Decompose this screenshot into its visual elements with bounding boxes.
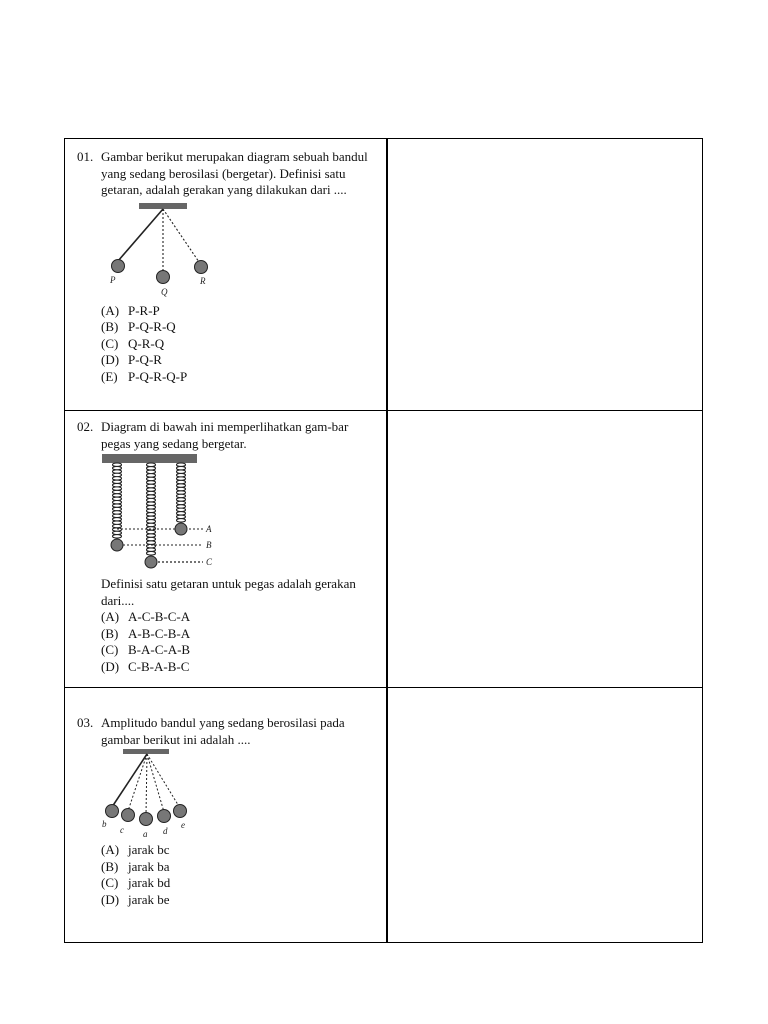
- label-q: Q: [161, 286, 168, 297]
- label-r: R: [200, 275, 206, 286]
- option-c: (C) Q-R-Q: [101, 335, 165, 351]
- mass-b: [111, 539, 123, 551]
- question-table: [64, 138, 703, 943]
- string-a: [146, 754, 147, 815]
- pendulum-diagram: [77, 199, 377, 303]
- label-e: e: [181, 820, 185, 830]
- label-p: P: [110, 274, 116, 285]
- question-1: [77, 149, 377, 385]
- label-b: B: [206, 540, 212, 550]
- option-b: (B) P-Q-R-Q: [101, 319, 176, 334]
- question-text: Amplitudo bandul yang sedang berosilasi pada gambar berikut ini adalah ....: [101, 715, 345, 747]
- option-list: [77, 303, 377, 386]
- question-number: 03.: [77, 715, 94, 730]
- row-divider-1: [65, 410, 702, 411]
- bob-c: [122, 809, 135, 822]
- option-e: (E) P-Q-R-Q-P: [101, 368, 188, 384]
- option-c: (C) jarak bd: [101, 875, 171, 890]
- bob-e: [174, 805, 187, 818]
- option-b: (B) jarak ba: [101, 858, 170, 874]
- bob-d: [158, 810, 171, 823]
- label-a: A: [206, 524, 212, 534]
- option-list: [77, 842, 377, 908]
- option-a: (A) P-R-P: [101, 302, 160, 318]
- question-text: Diagram di bawah ini memperlihatkan gam-bar pegas yang sedang bergetar.: [101, 419, 349, 451]
- spring-diagram: [77, 452, 377, 576]
- row-divider-2: [65, 687, 702, 688]
- spring-a: [177, 463, 186, 522]
- option-c: (C) B-A-C-A-B: [101, 642, 191, 657]
- question-text-2: Definisi satu getaran untuk pegas adalah gerakan dari....: [101, 576, 356, 608]
- option-a: (A) A-C-B-C-A: [101, 609, 191, 624]
- string-e: [147, 754, 180, 808]
- string-p: [118, 209, 163, 261]
- mass-a: [175, 523, 187, 535]
- question-number: 01.: [77, 149, 94, 164]
- label-d: d: [163, 826, 168, 836]
- question-2: [77, 419, 377, 675]
- option-a: (A) jarak bc: [101, 842, 170, 857]
- bob-r: [195, 260, 208, 273]
- string-c: [128, 754, 147, 811]
- bob-q: [157, 270, 170, 283]
- spring-c: [147, 463, 156, 555]
- question-text: Gambar berikut merupakan diagram sebuah bandul yang sedang berosilasi (bergetar). Definisi satu getaran, adalah gerakan yang dilakukan dari ....: [101, 149, 368, 197]
- option-list: [77, 609, 377, 675]
- spring-support: [102, 454, 197, 463]
- pendulum-support: [123, 749, 169, 754]
- string-b: [112, 754, 147, 807]
- label-a: a: [143, 829, 148, 839]
- label-c: c: [120, 825, 124, 835]
- mass-c: [145, 556, 157, 568]
- option-d: (D) P-Q-R: [101, 352, 162, 367]
- bob-p: [112, 259, 125, 272]
- option-b: (B) A-B-C-B-A: [101, 625, 191, 641]
- column-divider: [386, 139, 388, 942]
- string-d: [147, 754, 164, 812]
- pendulum-diagram-2: [77, 748, 377, 842]
- question-number: 02.: [77, 419, 94, 434]
- label-c: C: [206, 557, 213, 567]
- option-d: (D) C-B-A-B-C: [101, 658, 190, 674]
- question-3: [77, 715, 377, 908]
- bob-b: [106, 805, 119, 818]
- option-d: (D) jarak be: [101, 891, 170, 907]
- bob-a: [140, 813, 153, 826]
- label-b: b: [102, 819, 107, 829]
- spring-b: [113, 463, 122, 538]
- string-r: [163, 209, 199, 262]
- pendulum-support: [139, 203, 187, 209]
